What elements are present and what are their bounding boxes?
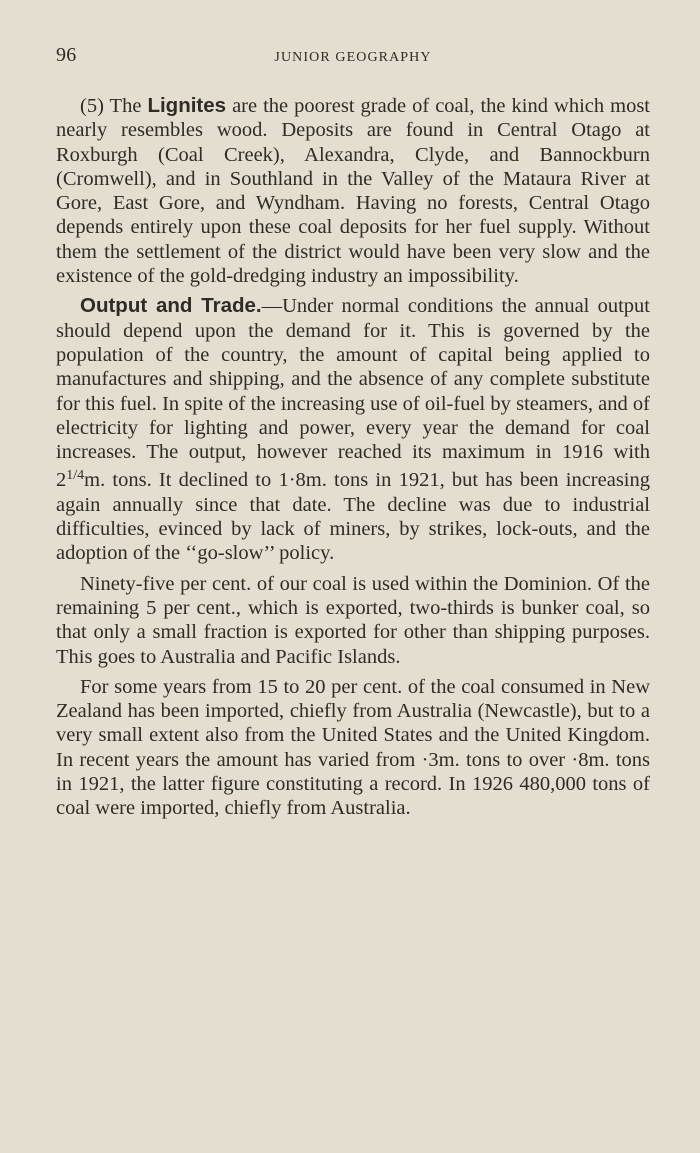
paragraph-coal-use: Ninety-five per cent. of our coal is used within the Dominion. Of the remaining 5 per cent., which is exported, two-thirds is bunker coal, so that only a small fraction is exported for other than shipping purposes. This goes to Australia and Pacific Islands.	[56, 572, 650, 668]
page-header	[56, 44, 650, 74]
fraction-quarter: 1/4	[66, 468, 85, 484]
paragraph-coal-imports: For some years from 15 to 20 per cent. of the coal consumed in New Zealand has been imported, chiefly from Australia (Newcastle), but to a very small extent also from the United States and the United Kingdom. In recent years the amount has varied from ·3m. tons to over ·8m. tons in 1921, the latter figure constituting a record. In 1926 480,000 tons of coal were imported, chiefly from Australia.	[56, 675, 650, 820]
page-number: 96	[56, 44, 77, 66]
paragraph-text-continued: m. tons. It declined to 1·8m. tons in 1921, but has been increasing again annually since that date. The decline was due to industrial difficulties, evinced by lack of miners, by strikes, lock-outs, and the adoption of the ‘‘go-slow’’ policy.	[56, 469, 650, 565]
term-lignites: Lignites	[147, 94, 227, 117]
paragraph-output-and-trade	[56, 294, 650, 565]
running-title: JUNIOR GEOGRAPHY	[274, 50, 432, 65]
paragraph-prefix: (5) The	[80, 95, 148, 117]
page-body	[56, 94, 650, 827]
paragraph-text: are the poorest grade of coal, the kind which most nearly resembles wood. Deposits are found in Central Otago at Roxburgh (Coal Creek), Alexandra, Clyde, and Bannockburn (Cromwell), and in Southland in the Valley of the Mataura River at Gore, East Gore, and Wyndham. Having no forests, Central Otago depends entirely upon these coal deposits for her fuel supply. Without them the settlement of the district would have been very slow and the existence of the gold-dredging industry an impossibility.	[56, 95, 651, 288]
paragraph-lignites	[56, 94, 650, 288]
paragraph-text: —Under normal conditions the annual output should depend upon the demand for it. This is governed by the population of the country, the amount of capital being applied to manufactures and shipping, and the absence of any complete substitute for this fuel. In spite of the increasing use of oil-fuel by steamers, and of electricity for lighting and power, every year the demand for coal increases. The output, however reached its maximum in 1916 with 2	[56, 295, 650, 492]
section-heading-output-and-trade: Output and Trade.	[80, 294, 262, 318]
